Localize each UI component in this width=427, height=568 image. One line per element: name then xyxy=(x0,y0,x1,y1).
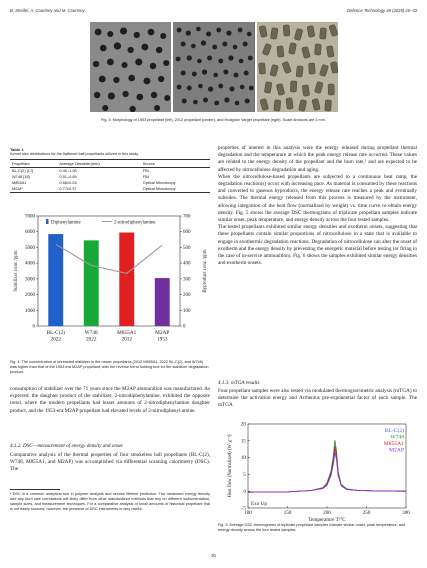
y-tick-label: 5 xyxy=(243,472,246,478)
y-axis-label: Heat flow (Normalized) (W·g⁻¹) xyxy=(228,434,233,498)
y-tick-label: 3000 xyxy=(25,277,35,283)
x-category-year: 1953 xyxy=(156,336,168,343)
table-header-cell: Average Diameter(mm) xyxy=(57,160,140,168)
x-category-label: W748 xyxy=(84,330,98,336)
line-series-m2ap xyxy=(248,453,406,493)
y2-tick-label: 500 xyxy=(183,245,191,251)
x-tick-label: 250 xyxy=(362,510,371,516)
table-header-cell: Source xyxy=(141,160,210,168)
x-tick-label: 200 xyxy=(323,510,331,516)
page-number: 30 xyxy=(211,553,216,558)
y2-tick-label: 700 xyxy=(183,214,191,220)
table-header-row xyxy=(10,160,210,168)
bar-m2ap xyxy=(155,278,170,326)
table-cell: W748 [18] xyxy=(12,173,30,179)
propellant-photo-varget xyxy=(257,22,338,112)
figure-4-stabilizer-chart xyxy=(10,208,210,353)
table-cell: Optical Microscopy xyxy=(141,186,210,192)
y-tick-label: 7000 xyxy=(25,214,35,220)
table-header-cell: Propellant xyxy=(10,160,57,168)
kernel-size-table xyxy=(10,159,210,193)
x-category-year: 2022 xyxy=(50,336,62,343)
figure-3-caption: Fig. 3. Morphology of 1953 propellant (left), 2012 propellant (center), and Hodgdon Varget propellant (right). Scale divisions are 1 mm. xyxy=(101,118,326,122)
y-tick-label: 0 xyxy=(243,488,246,495)
line-series-byproduct xyxy=(56,244,163,273)
y2-tick-label: 300 xyxy=(183,277,191,283)
y2-tick-label: 600 xyxy=(183,230,191,236)
y-tick-label: 15 xyxy=(240,438,246,445)
y-tick-label: 4000 xyxy=(25,261,35,267)
legend-label: W748 xyxy=(390,434,404,441)
table-1-subtitle: Kernel size distributions for the flattened ball propellants utilized in this study. xyxy=(10,152,139,156)
section-heading-dsc: 4.1.2. DSC—measurement of energy density and onset xyxy=(10,443,123,449)
y2-tick-label: 0 xyxy=(183,324,186,330)
x-category-label: M2AP xyxy=(155,330,170,336)
legend-swatch-bar xyxy=(46,219,49,224)
plot-frame xyxy=(248,424,406,508)
table-cell: FBI xyxy=(142,167,149,173)
propellant-photo-2012 xyxy=(173,22,254,112)
figure-5-dsc-chart xyxy=(224,420,410,523)
figure-4-caption: Fig. 4. The concentration of unreacted stabilizer in the newer propellants (2012 M855A1, 2022 BL-C(2), and W748) was higher than that of the 1953-era M2AP propellant, with the reverse trend holding true for the stabilizer degradation product. xyxy=(10,360,209,374)
y-tick-label: 6000 xyxy=(25,230,35,236)
x-tick-label: 100 xyxy=(244,510,252,516)
x-tick-label: 300 xyxy=(402,510,410,516)
y-tick-label: 5000 xyxy=(25,245,35,251)
table-1-title: Table 1 xyxy=(10,147,24,152)
legend-label-diphenylamine: Diphenylamine xyxy=(51,220,81,226)
table-cell: BL-C(2) [17] xyxy=(12,167,34,173)
figure-5-caption: Fig. 5. Average DSC thermograms of triplicate propellant samples indicate similar onset, peak temperature, and energy density across the four tested samples. xyxy=(218,523,406,532)
section-heading-mtga: 4.1.3. mTGA results xyxy=(218,380,260,386)
legend-label-nitrodiphenylamine: 2-nitrodiphenylamine xyxy=(114,220,156,226)
x-category-label: M855A1 xyxy=(117,330,137,336)
bar-w748 xyxy=(84,240,99,326)
left-column-paragraph-1: consumption of stabilizer over the 71 years since the M2AP ammunition was manufactured. As expected, the daughter product of the stabilizer, 2-nitrodiphenylamine, exhibited the opposite trend, where the modern propellants had lesser amounts of 2-nitrodiphenylamine daughter product, and the 1953-era M2AP propellant had elevated levels of 2-nitrodiphenyl amine. xyxy=(10,386,210,414)
legend-label: BL-C(2) xyxy=(384,428,404,434)
table-cell: FBI xyxy=(142,173,149,179)
legend-label: M2AP xyxy=(389,447,404,454)
table-cell: M855A1 xyxy=(12,179,27,185)
table-cell: 0.66±0.26 xyxy=(59,179,77,185)
figure-3-photos xyxy=(90,22,338,112)
propellant-photo-1953 xyxy=(90,22,171,112)
legend-label: M855A1 xyxy=(383,441,404,447)
table-cell: 0.51–0.89 xyxy=(59,173,77,179)
table-row xyxy=(10,186,210,192)
table-cell: 0.40–1.06 xyxy=(59,167,77,173)
running-head xyxy=(10,8,417,16)
y-tick-label: -5 xyxy=(241,505,246,512)
running-head-authors: B. Streifel, A. Courtney and M. Courtney xyxy=(10,8,85,13)
running-head-journal: Defence Technology 48 (2025) 26–33 xyxy=(347,8,417,13)
annotation-exo-up: Exo Up xyxy=(251,501,267,507)
bar-m855a1 xyxy=(119,233,134,327)
table-cell: M2AP xyxy=(10,186,57,192)
table-cell: Optical Microscopy xyxy=(142,179,176,185)
left-column-paragraph-2: Comparative analysis of the thermal properties of four smokeless ball propellants (BL-C(2), W748, M855A1, and M2AP) was accomplished via differential scanning calorimetry (DSC). The xyxy=(10,452,210,473)
x-category-year: 2012 xyxy=(121,336,133,343)
footnote-rule xyxy=(10,489,60,490)
y2-tick-label: 400 xyxy=(183,261,191,267)
x-category-year: 2022 xyxy=(85,336,97,343)
y2-tick-label: 100 xyxy=(183,308,191,314)
y2-axis-label: Byproduct conc /ppm xyxy=(203,249,208,293)
table-cell: 0.77±0.37 xyxy=(57,186,140,192)
x-axis-label: Temperature T/°C xyxy=(308,517,346,523)
footnote: ² DSC is a common analytical tool in polymer analysis and service lifetime prediction. The measured energy density and any burn rate correlations will likely differ from other standardized methods that rely on different instrumentation, sample sizes, and measurement techniques. For a comparative analysis of small amounts of historical propellant that is not easily sourced, however, the precision of DSC instruments is very useful. xyxy=(10,492,210,511)
x-category-label: BL-C(2) xyxy=(46,330,65,336)
right-column-paragraph-1: properties of interest in this analysis were the energy released during propellant thermal degradation and the temperature at which the peak energy release rate occurred. These values are related to the energy density of the propellant and the burn rate,² and are expected to be affected by nitrocellulose degradation and aging. When the nitrocellulose-based propellants are subjected to a continuous heat ramp, the degradation reaction(s) occur with increasing pace. As material is consumed by these reactions and converted to gaseous byproducts, the energy release rate reaches a peak and eventually subsides. The thermal energy released from this process is measured by the instrument, allowing integration of the heat flow (normalized by weight) vs. time curve to obtain energy density. Fig. 5 shows the average DSC thermograms of triplicate propellant samples indicate similar onset, peak temperature, and energy density across the four tested samples. The tested propellants exhibited similar energy densities and exotherm onsets, suggesting that these propellants contain similar proportions of nitrocellulose in a state that is available to engage in exothermic degradation reactions. Degradation of nitrocellulose can alter the onset of exotherm and the energy density by preventing the energetic material before testing (or firing in the case of in-service ammunition). Fig. 6 shows the samples exhibited similar energy densities and exotherm onsets. xyxy=(218,145,417,267)
y-tick-label: 2000 xyxy=(25,293,35,299)
y-tick-label: 0 xyxy=(32,324,35,330)
y-tick-label: 10 xyxy=(240,455,246,462)
y-axis-label: Stabilizer conc /ppm xyxy=(14,250,19,292)
right-column-paragraph-2: Four propellant samples were also tested via modulated thermogravimetric analysis (mTGA) to determine the activation energy and Arrhenius pre-exponential factor of each sample. The mTGA xyxy=(218,388,417,409)
x-tick-label: 150 xyxy=(283,510,292,516)
y-tick-label: 20 xyxy=(240,421,246,428)
y2-tick-label: 200 xyxy=(183,293,191,299)
y-tick-label: 1000 xyxy=(25,308,35,314)
table-1 xyxy=(10,147,210,193)
